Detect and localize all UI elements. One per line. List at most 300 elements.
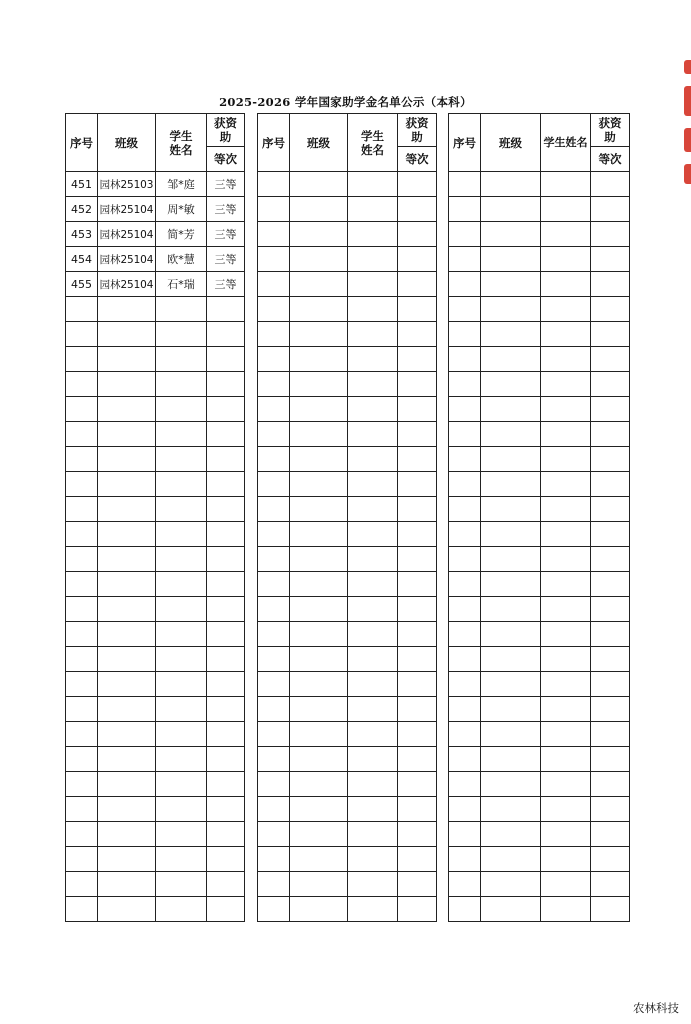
- cell-level: [591, 247, 630, 272]
- cell-name: [156, 872, 207, 897]
- cell-index: 453: [66, 222, 98, 247]
- table-row: [258, 297, 437, 322]
- cell-class: [481, 372, 541, 397]
- cell-name: [156, 472, 207, 497]
- cell-name: [541, 472, 591, 497]
- cell-index: [258, 272, 290, 297]
- cell-level: [398, 822, 437, 847]
- cell-level: [591, 872, 630, 897]
- cell-class: [481, 247, 541, 272]
- table-row: [258, 672, 437, 697]
- cell-level: [398, 447, 437, 472]
- cell-class: [481, 497, 541, 522]
- cell-name: [156, 697, 207, 722]
- cell-index: [258, 222, 290, 247]
- cell-level: [398, 522, 437, 547]
- cell-level: [207, 372, 245, 397]
- cell-index: [449, 472, 481, 497]
- cell-class: [290, 272, 348, 297]
- table-row: [449, 222, 630, 247]
- cell-name: [156, 497, 207, 522]
- cell-level: [207, 572, 245, 597]
- cell-index: [66, 872, 98, 897]
- cell-level: [207, 797, 245, 822]
- header-class: 班级: [481, 114, 541, 172]
- header-index: 序号: [258, 114, 290, 172]
- header-name: 学生姓名: [541, 114, 591, 172]
- cell-name: [156, 672, 207, 697]
- cell-class: 园林25104: [98, 222, 156, 247]
- cell-level: [207, 622, 245, 647]
- cell-name: [348, 822, 398, 847]
- table-row: [449, 172, 630, 197]
- cell-class: [290, 447, 348, 472]
- cell-index: [66, 822, 98, 847]
- cell-class: [481, 647, 541, 672]
- cell-level: [591, 422, 630, 447]
- table-row: [66, 522, 245, 547]
- cell-index: [66, 397, 98, 422]
- table-row: [66, 422, 245, 447]
- cell-index: [66, 897, 98, 922]
- cell-name: [541, 497, 591, 522]
- cell-name: [348, 622, 398, 647]
- cell-name: [156, 822, 207, 847]
- cell-index: [66, 722, 98, 747]
- cell-index: [449, 697, 481, 722]
- table-row: [449, 472, 630, 497]
- cell-index: [66, 572, 98, 597]
- cell-index: [449, 322, 481, 347]
- cell-level: [398, 272, 437, 297]
- cell-index: [258, 722, 290, 747]
- cell-class: 园林25104: [98, 247, 156, 272]
- table-row: [258, 647, 437, 672]
- cell-level: [398, 472, 437, 497]
- cell-index: [449, 522, 481, 547]
- cell-class: [290, 172, 348, 197]
- cell-level: [207, 422, 245, 447]
- table-row: [449, 497, 630, 522]
- cell-level: [398, 197, 437, 222]
- cell-class: [481, 722, 541, 747]
- award-table-1: [65, 113, 245, 922]
- cell-name: [541, 447, 591, 472]
- table-row: [449, 622, 630, 647]
- cell-class: [290, 797, 348, 822]
- cell-name: [541, 222, 591, 247]
- cell-index: [449, 647, 481, 672]
- cell-class: [98, 522, 156, 547]
- cell-class: [481, 797, 541, 822]
- cell-class: [98, 572, 156, 597]
- header-level: 等次: [591, 147, 630, 172]
- cell-name: [156, 572, 207, 597]
- table-row: [258, 547, 437, 572]
- cell-level: 三等: [207, 222, 245, 247]
- cell-class: [98, 822, 156, 847]
- cell-level: [591, 222, 630, 247]
- cell-name: [348, 197, 398, 222]
- table-row: [66, 597, 245, 622]
- cell-level: [591, 772, 630, 797]
- cell-level: [398, 597, 437, 622]
- cell-index: [449, 597, 481, 622]
- table-row: [449, 522, 630, 547]
- cell-name: [156, 297, 207, 322]
- cell-index: [66, 372, 98, 397]
- cell-index: [258, 497, 290, 522]
- cell-level: [398, 622, 437, 647]
- cell-level: [591, 547, 630, 572]
- cell-level: [591, 447, 630, 472]
- cell-index: [66, 622, 98, 647]
- table-row: [258, 247, 437, 272]
- table-row: [258, 197, 437, 222]
- cell-index: [258, 872, 290, 897]
- table-row: [66, 672, 245, 697]
- cell-name: [348, 447, 398, 472]
- cell-name: [348, 872, 398, 897]
- cell-level: 三等: [207, 272, 245, 297]
- cell-level: [398, 547, 437, 572]
- header-award: 获资 助: [398, 114, 437, 147]
- cell-class: [481, 697, 541, 722]
- cell-name: [156, 547, 207, 572]
- cell-level: [591, 797, 630, 822]
- cell-class: [98, 697, 156, 722]
- cell-index: [449, 822, 481, 847]
- cell-class: [98, 297, 156, 322]
- cell-index: [66, 447, 98, 472]
- table-row: [66, 797, 245, 822]
- cell-level: [591, 522, 630, 547]
- red-seal-stamp: [683, 60, 691, 190]
- cell-level: 三等: [207, 172, 245, 197]
- cell-level: [591, 697, 630, 722]
- cell-index: [449, 397, 481, 422]
- cell-index: [449, 197, 481, 222]
- table-row: [258, 447, 437, 472]
- cell-class: [290, 897, 348, 922]
- table-row: [258, 472, 437, 497]
- cell-class: [290, 872, 348, 897]
- cell-name: [541, 797, 591, 822]
- cell-level: [207, 397, 245, 422]
- cell-index: [449, 547, 481, 572]
- cell-name: [541, 197, 591, 222]
- cell-index: 452: [66, 197, 98, 222]
- cell-class: [98, 547, 156, 572]
- table-row: [449, 397, 630, 422]
- cell-level: [398, 722, 437, 747]
- cell-index: [258, 422, 290, 447]
- cell-class: [481, 522, 541, 547]
- cell-index: [258, 897, 290, 922]
- cell-name: [348, 697, 398, 722]
- cell-name: [348, 522, 398, 547]
- cell-index: [66, 672, 98, 697]
- cell-level: [207, 522, 245, 547]
- cell-class: [290, 472, 348, 497]
- cell-level: [207, 897, 245, 922]
- table-row: [258, 822, 437, 847]
- table-row: [66, 447, 245, 472]
- cell-index: [66, 847, 98, 872]
- table-row: [258, 222, 437, 247]
- cell-level: [398, 247, 437, 272]
- cell-index: [449, 622, 481, 647]
- table-row: [66, 747, 245, 772]
- cell-index: [449, 247, 481, 272]
- cell-level: [398, 772, 437, 797]
- table-row: [66, 172, 245, 197]
- cell-index: [449, 897, 481, 922]
- table-row: [258, 522, 437, 547]
- cell-class: [290, 497, 348, 522]
- cell-class: [290, 772, 348, 797]
- cell-name: [541, 722, 591, 747]
- table-row: [66, 622, 245, 647]
- cell-class: [98, 597, 156, 622]
- cell-level: [591, 822, 630, 847]
- cell-name: [348, 672, 398, 697]
- cell-class: [290, 672, 348, 697]
- table-row: [449, 872, 630, 897]
- table-row: [258, 347, 437, 372]
- cell-level: [591, 622, 630, 647]
- cell-class: 园林25103: [98, 172, 156, 197]
- cell-class: [98, 397, 156, 422]
- table-row: [66, 397, 245, 422]
- cell-class: [481, 322, 541, 347]
- table-row: [449, 572, 630, 597]
- cell-level: [398, 322, 437, 347]
- cell-index: [258, 522, 290, 547]
- cell-level: [207, 547, 245, 572]
- cell-index: [258, 472, 290, 497]
- header-class: 班级: [290, 114, 348, 172]
- cell-index: [258, 822, 290, 847]
- cell-index: [258, 397, 290, 422]
- cell-index: [258, 172, 290, 197]
- cell-name: [541, 397, 591, 422]
- cell-index: [449, 672, 481, 697]
- cell-class: [98, 647, 156, 672]
- table-row: [449, 197, 630, 222]
- cell-class: [290, 697, 348, 722]
- cell-class: [98, 772, 156, 797]
- cell-index: [66, 697, 98, 722]
- cell-index: [258, 447, 290, 472]
- cell-class: [481, 622, 541, 647]
- header-award: 获资 助: [207, 114, 245, 147]
- cell-name: [541, 697, 591, 722]
- cell-class: 园林25104: [98, 197, 156, 222]
- cell-level: [207, 747, 245, 772]
- cell-class: [98, 672, 156, 697]
- header-index: 序号: [449, 114, 481, 172]
- cell-class: [290, 297, 348, 322]
- cell-name: 欧*慧: [156, 247, 207, 272]
- cell-name: [348, 247, 398, 272]
- cell-level: [207, 347, 245, 372]
- cell-class: [481, 422, 541, 447]
- cell-index: [66, 547, 98, 572]
- table-row: [449, 722, 630, 747]
- cell-index: [449, 372, 481, 397]
- cell-index: [66, 647, 98, 672]
- table-row: [258, 372, 437, 397]
- table-row: [449, 447, 630, 472]
- cell-class: [98, 422, 156, 447]
- cell-class: [481, 397, 541, 422]
- cell-class: [481, 547, 541, 572]
- cell-name: [348, 772, 398, 797]
- table-row: [449, 322, 630, 347]
- cell-class: [481, 472, 541, 497]
- cell-class: [290, 222, 348, 247]
- cell-class: [481, 747, 541, 772]
- cell-name: [348, 497, 398, 522]
- table-row: [66, 347, 245, 372]
- cell-level: [591, 847, 630, 872]
- footer-watermark: 农林科技: [633, 1001, 679, 1015]
- cell-level: [591, 497, 630, 522]
- cell-class: [481, 822, 541, 847]
- cell-name: [348, 397, 398, 422]
- cell-class: [290, 847, 348, 872]
- cell-class: [290, 197, 348, 222]
- cell-index: [66, 772, 98, 797]
- cell-name: [156, 522, 207, 547]
- cell-index: [449, 747, 481, 772]
- cell-index: [258, 772, 290, 797]
- table-row: [449, 272, 630, 297]
- cell-level: [591, 347, 630, 372]
- cell-index: [258, 747, 290, 772]
- cell-level: [398, 497, 437, 522]
- cell-name: 邹*庭: [156, 172, 207, 197]
- cell-name: [541, 547, 591, 572]
- cell-index: [258, 572, 290, 597]
- cell-level: [591, 372, 630, 397]
- cell-name: [541, 572, 591, 597]
- cell-name: 石*瑞: [156, 272, 207, 297]
- table-row: [66, 197, 245, 222]
- cell-level: [207, 672, 245, 697]
- cell-name: [541, 772, 591, 797]
- cell-level: [591, 397, 630, 422]
- cell-level: [591, 722, 630, 747]
- cell-class: [290, 597, 348, 622]
- cell-level: [591, 472, 630, 497]
- cell-class: [98, 622, 156, 647]
- cell-name: [348, 322, 398, 347]
- cell-class: [290, 422, 348, 447]
- cell-index: [66, 522, 98, 547]
- table-row: [258, 847, 437, 872]
- table-row: [66, 272, 245, 297]
- cell-class: [98, 897, 156, 922]
- table-row: [449, 247, 630, 272]
- cell-name: [348, 297, 398, 322]
- cell-name: [348, 572, 398, 597]
- cell-class: [290, 347, 348, 372]
- header-name: 学生 姓名: [156, 114, 207, 172]
- cell-level: 三等: [207, 247, 245, 272]
- cell-name: [541, 672, 591, 697]
- table-row: [66, 222, 245, 247]
- table-row: [258, 722, 437, 747]
- cell-index: [258, 547, 290, 572]
- cell-class: [481, 447, 541, 472]
- cell-index: [449, 422, 481, 447]
- table-row: [258, 322, 437, 347]
- cell-name: [156, 347, 207, 372]
- cell-class: [290, 572, 348, 597]
- table-row: [449, 822, 630, 847]
- cell-index: [449, 847, 481, 872]
- table-row: [66, 722, 245, 747]
- cell-class: [290, 822, 348, 847]
- header-index: 序号: [66, 114, 98, 172]
- cell-class: [481, 597, 541, 622]
- cell-class: [290, 322, 348, 347]
- cell-name: [541, 347, 591, 372]
- cell-level: [398, 397, 437, 422]
- cell-level: [591, 597, 630, 622]
- cell-level: [398, 172, 437, 197]
- cell-level: [591, 672, 630, 697]
- table-row: [449, 697, 630, 722]
- cell-name: [348, 547, 398, 572]
- cell-level: [398, 672, 437, 697]
- cell-index: [258, 672, 290, 697]
- cell-name: [156, 797, 207, 822]
- table-row: [66, 497, 245, 522]
- cell-level: [207, 697, 245, 722]
- table-row: [258, 747, 437, 772]
- cell-name: [541, 822, 591, 847]
- cell-class: [290, 247, 348, 272]
- cell-class: [98, 447, 156, 472]
- cell-class: [290, 622, 348, 647]
- cell-class: [481, 347, 541, 372]
- cell-level: [398, 847, 437, 872]
- table-row: [449, 597, 630, 622]
- cell-level: [591, 747, 630, 772]
- table-row: [449, 347, 630, 372]
- cell-index: [258, 197, 290, 222]
- cell-class: [98, 347, 156, 372]
- header-class: 班级: [98, 114, 156, 172]
- cell-index: [258, 797, 290, 822]
- cell-name: [156, 747, 207, 772]
- cell-name: [156, 597, 207, 622]
- cell-level: [398, 222, 437, 247]
- table-row: [66, 647, 245, 672]
- cell-name: [348, 647, 398, 672]
- table-row: [449, 797, 630, 822]
- cell-index: [449, 572, 481, 597]
- cell-class: 园林25104: [98, 272, 156, 297]
- cell-class: [98, 372, 156, 397]
- cell-name: [156, 422, 207, 447]
- cell-level: [591, 297, 630, 322]
- table-row: [66, 547, 245, 572]
- cell-index: [449, 172, 481, 197]
